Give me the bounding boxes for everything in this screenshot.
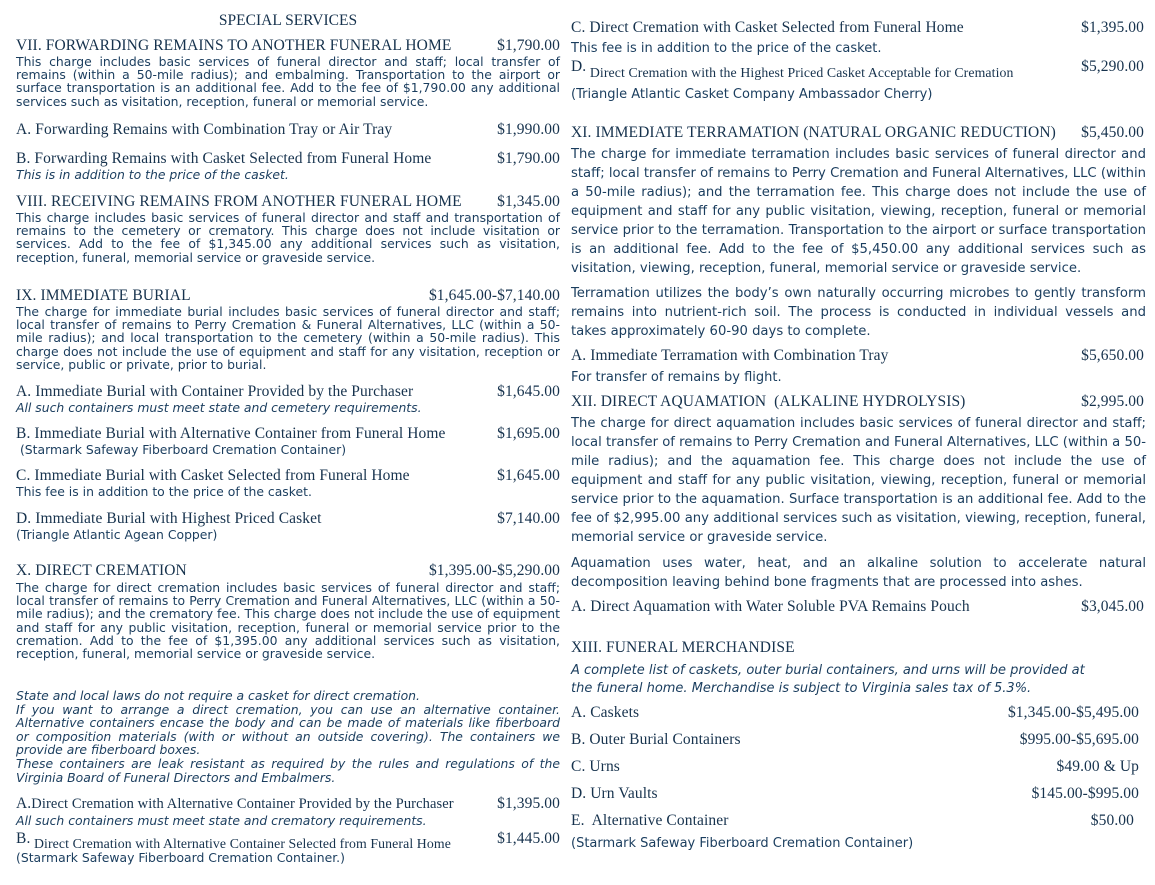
section-10a-label-wrap <box>16 795 454 813</box>
section-10d-row <box>571 58 1144 80</box>
section-10d-label-wrap <box>571 58 1014 80</box>
section-9d-note: (Triangle Atlantic Agean Copper) <box>16 527 218 542</box>
section-9c-label: C. Immediate Burial with Casket Selected from Funeral Home <box>16 467 410 484</box>
section-9-price: $1,645.00-$7,140.00 <box>428 287 560 304</box>
merchandise-item-label: C. Urns <box>571 758 620 775</box>
merchandise-item <box>571 812 1139 832</box>
section-10a-letter: A. <box>16 795 32 812</box>
section-10c-price: $1,395.00 <box>1081 19 1144 36</box>
section-8-title: VIII. RECEIVING REMAINS FROM ANOTHER FUNERAL HOME <box>16 193 462 210</box>
section-10-law-notes <box>16 689 560 784</box>
section-12-body-2: Aquamation uses water, heat, and an alkaline solution to accelerate natural decomposition leaving behind bone fragments that are processed into ashes. <box>571 556 1146 590</box>
section-11-title: XI. IMMEDIATE TERRAMATION (NATURAL ORGANIC REDUCTION) <box>571 124 1056 141</box>
section-9c-price: $1,645.00 <box>497 467 560 484</box>
merchandise-item-price: $995.00-$5,695.00 <box>1019 731 1139 748</box>
section-13-heading <box>571 639 1144 657</box>
section-11a-price: $5,650.00 <box>1081 347 1144 364</box>
section-7b-price: $1,790.00 <box>497 150 560 167</box>
section-11a-label: A. Immediate Terramation with Combination Tray <box>571 347 889 364</box>
section-10d-letter: D. <box>571 58 587 75</box>
section-13-title: XIII. FUNERAL MERCHANDISE <box>571 639 795 656</box>
section-7a-row <box>16 121 560 139</box>
section-7b-note: This is in addition to the price of the casket. <box>16 167 289 182</box>
merchandise-item-label: D. Urn Vaults <box>571 785 658 802</box>
section-10-price: $1,395.00-$5,290.00 <box>428 562 560 579</box>
section-10-law-3: These containers are leak resistant as required by the rules and regulations of the Virginia Board of Funeral Directors and Embalmers. <box>16 755 560 785</box>
merchandise-item <box>571 704 1139 731</box>
section-10d-note: (Triangle Atlantic Casket Company Ambassador Cherry) <box>571 87 933 102</box>
section-7-body: This charge includes basic services of funeral director and staff; local transfer of remains (within a 50-mile radius); and embalming. Transportation to the airport or surface transportation is an additional fee. Add to the fee of $1,790.00 any additional services such as visitation, reception, funeral or memorial service. <box>16 54 560 109</box>
section-8-price: $1,345.00 <box>497 193 560 210</box>
section-10c-note: This fee is in addition to the price of the casket. <box>571 41 882 56</box>
merchandise-item-price: $49.00 & Up <box>1056 758 1139 775</box>
section-11-heading <box>571 124 1144 142</box>
section-10-law-1: State and local laws do not require a casket for direct cremation. <box>16 688 420 703</box>
merchandise-item <box>571 758 1139 785</box>
section-9a-price: $1,645.00 <box>497 383 560 400</box>
section-12-heading <box>571 393 1144 411</box>
section-11a-row <box>571 347 1144 365</box>
merchandise-item-label: E. Alternative Container <box>571 812 729 829</box>
section-7-title: VII. FORWARDING REMAINS TO ANOTHER FUNERAL HOME <box>16 37 452 54</box>
section-9c-row <box>16 467 560 485</box>
section-7b-row <box>16 150 560 168</box>
section-11-price: $5,450.00 <box>1081 124 1144 141</box>
section-10b-letter: B. <box>16 830 31 847</box>
section-10a-price: $1,395.00 <box>497 795 560 812</box>
section-7-price: $1,790.00 <box>497 37 560 54</box>
section-10a-label: Direct Cremation with Alternative Container Provided by the Purchaser <box>31 796 454 812</box>
section-9b-note: (Starmark Safeway Fiberboard Cremation Container) <box>16 442 347 457</box>
merchandise-item-label: B. Outer Burial Containers <box>571 731 741 748</box>
merchandise-item-label: A. Caskets <box>571 704 640 721</box>
section-9b-row <box>16 425 560 443</box>
section-7a-label: A. Forwarding Remains with Combination Tray or Air Tray <box>16 121 393 138</box>
section-10a-note: All such containers must meet state and crematory requirements. <box>16 813 427 828</box>
section-13-note-1: A complete list of caskets, outer burial containers, and urns will be provided at <box>571 663 1085 678</box>
merchandise-e-note: (Starmark Safeway Fiberboard Cremation Container) <box>571 836 914 851</box>
section-9d-row <box>16 510 560 528</box>
section-13-note-2: the funeral home. Merchandise is subject to Virginia sales tax of 5.3%. <box>571 681 1032 696</box>
section-10b-row <box>16 830 560 851</box>
section-8-heading <box>16 193 560 211</box>
section-10c-label: C. Direct Cremation with Casket Selected from Funeral Home <box>571 19 964 36</box>
section-10b-label-wrap <box>16 830 451 851</box>
section-9b-price: $1,695.00 <box>497 425 560 442</box>
section-12-price: $2,995.00 <box>1081 393 1144 410</box>
section-10d-label: Direct Cremation with the Highest Priced Casket Acceptable for Cremation <box>586 65 1014 80</box>
section-10-heading <box>16 562 560 580</box>
section-9b-label: B. Immediate Burial with Alternative Container from Funeral Home <box>16 425 446 442</box>
section-13-notes <box>571 662 1144 698</box>
section-9c-note: This fee is in addition to the price of the casket. <box>16 484 312 499</box>
section-12a-row <box>571 598 1144 616</box>
section-10b-label: Direct Cremation with Alternative Container Selected from Funeral Home <box>30 836 451 851</box>
merchandise-item-price: $50.00 <box>1090 812 1134 829</box>
section-9-heading <box>16 287 560 305</box>
merchandise-item-price: $1,345.00-$5,495.00 <box>1007 704 1139 721</box>
section-9d-price: $7,140.00 <box>497 510 560 527</box>
section-12a-price: $3,045.00 <box>1081 598 1144 615</box>
section-12a-label: A. Direct Aquamation with Water Soluble PVA Remains Pouch <box>571 598 970 615</box>
merchandise-item-price: $145.00-$995.00 <box>1031 785 1139 802</box>
section-10-title: X. DIRECT CREMATION <box>16 562 187 579</box>
section-9-title: IX. IMMEDIATE BURIAL <box>16 287 191 304</box>
section-11-body-2: Terramation utilizes the body’s own naturally occurring microbes to gently transform remains into nutrient-rich soil. The process is conducted in individual vessels and takes approximately 60-90 days to complete. <box>571 286 1146 339</box>
section-10c-row <box>571 19 1144 37</box>
section-9a-note: All such containers must meet state and cemetery requirements. <box>16 400 422 415</box>
section-11-body: The charge for immediate terramation includes basic services of funeral director and staff; local transfer of remains to Perry Cremation and Funeral Alternatives, LLC (within a 50-mile radius); and the terramation fee. This charge does not include the use of equipment and staff for any public visitation, viewing, reception, funeral or memorial service prior to the terramation. Transportation to the airport or surface transportation is an additional fee. Add to the fee of $5,450.00 any additional services such as visitation, viewing, reception, funeral, memorial service or graveside service. <box>571 147 1146 276</box>
section-7a-price: $1,990.00 <box>497 121 560 138</box>
section-7b-label: B. Forwarding Remains with Casket Selected from Funeral Home <box>16 150 432 167</box>
section-9a-label: A. Immediate Burial with Container Provided by the Purchaser <box>16 383 414 400</box>
merchandise-list <box>571 704 1139 832</box>
section-10d-price: $5,290.00 <box>1081 58 1144 75</box>
section-9a-row <box>16 383 560 401</box>
page-title: SPECIAL SERVICES <box>218 12 358 29</box>
section-10-law-2: If you want to arrange a direct cremation, you can use an alternative container. Alternative containers encase the body and can be made of materials like fiberboard or composition materials (with or without an outside covering). The containers we provide are fiberboard boxes. <box>16 701 560 758</box>
merchandise-item <box>571 785 1139 812</box>
section-10b-price: $1,445.00 <box>497 830 560 847</box>
section-11a-note: For transfer of remains by flight. <box>571 370 782 385</box>
section-10-body: The charge for direct cremation includes basic services of funeral director and staff; local transfer of remains to Perry Cremation and Funeral Alternatives, LLC (within a 50-mile radius); and the crematory fee. This charge does not include the use of equipment and staff for any public visitation, reception, funeral or memorial service prior to the cremation. Add to the fee of $1,395.00 any additional services such as visitation, reception, funeral, memorial service or graveside service. <box>16 580 560 662</box>
section-12-body: The charge for direct aquamation includes basic services of funeral director and staff; local transfer of remains to Perry Cremation and Funeral Alternatives, LLC (within a 50-mile radius); and the aquamation fee. This charge does not include the use of equipment and staff for any public visitation, viewing, reception, funeral or memorial service prior to the aquamation. Surface transportation is an additional fee. Add to the fee of $2,995.00 any additional services such as visitation, viewing, reception, funeral, memorial service or graveside service. <box>571 416 1146 545</box>
section-9-body: The charge for immediate burial includes basic services of funeral director and staff; local transfer of remains to Perry Cremation & Funeral Alternatives, LLC (within a 50-mile radius); and local transportation to the cemetery (within a 50-mile radius). This charge does not include the use of equipment and staff for any visitation, reception or service, public or private, prior to burial. <box>16 304 560 372</box>
section-8-body: This charge includes basic services of funeral director and staff and transportation of remains to the cemetery or crematory. This charge does not include visitation or services. Add to the fee of $1,345.00 any additional services such as visitation, reception, funeral, memorial service or graveside service. <box>16 210 560 265</box>
section-9d-label: D. Immediate Burial with Highest Priced Casket <box>16 510 322 527</box>
section-10b-note: (Starmark Safeway Fiberboard Cremation Container.) <box>16 850 345 865</box>
section-7-heading <box>16 37 560 55</box>
section-10a-row <box>16 795 560 813</box>
section-12-title: XII. DIRECT AQUAMATION (ALKALINE HYDROLYSIS) <box>571 393 966 410</box>
merchandise-item <box>571 731 1139 758</box>
